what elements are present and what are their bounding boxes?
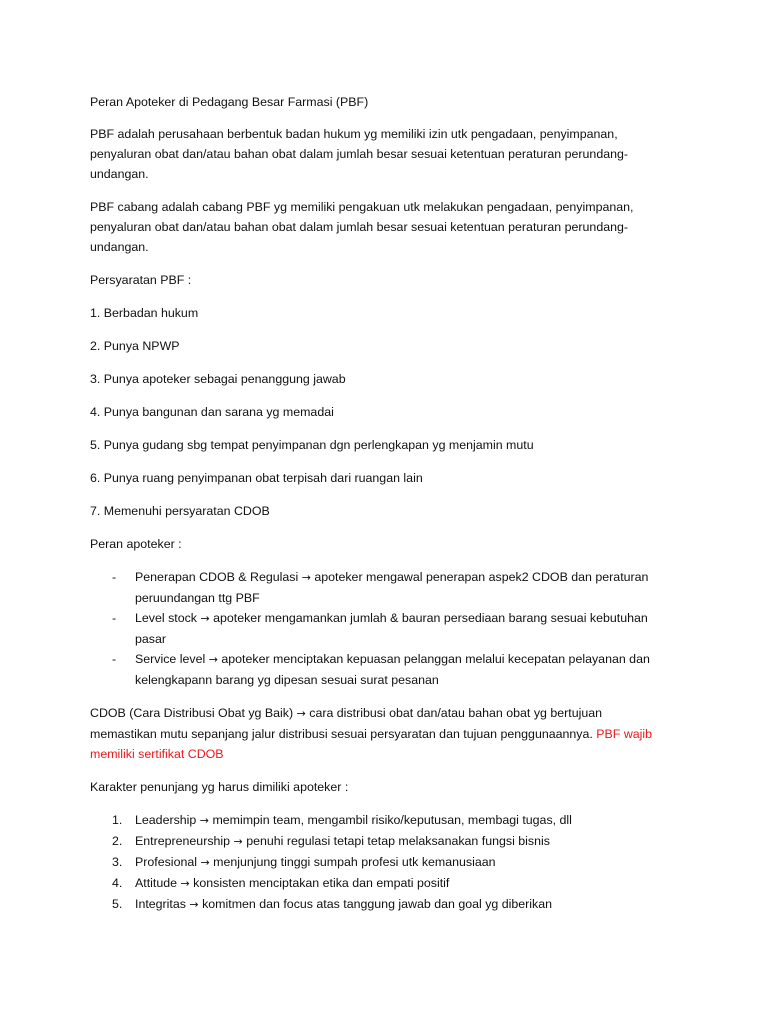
arrow-icon: → [199,814,209,827]
trait-item [90,810,670,831]
role-term: Service level [135,652,206,666]
arrow-icon: → [208,653,218,666]
trait-number: 1. [112,813,123,827]
requirement-item: 5. Punya gudang sbg tempat penyimpanan dgn perlengkapan yg menjamin mutu [90,438,534,452]
dash-bullet: - [112,652,117,666]
cdob-highlight: PBF wajib memiliki sertifikat CDOB [90,727,653,761]
trait-number: 2. [112,834,123,848]
trait-term: Profesional [135,855,197,869]
trait-desc: memimpin team, mengambil risiko/keputusan, membagi tugas, dll [212,813,572,827]
trait-term: Leadership [135,813,197,827]
roles-heading: Peran apoteker : [90,537,182,551]
trait-item [90,852,670,873]
role-item [90,567,670,608]
trait-desc: komitmen dan focus atas tanggung jawab dan goal yg diberikan [202,897,553,911]
requirements-heading: Persyaratan PBF : [90,273,192,287]
arrow-icon: → [301,571,311,584]
cdob-term: CDOB (Cara Distribusi Obat yg Baik) [90,706,294,720]
trait-term: Entrepreneurship [135,834,231,848]
role-desc: apoteker mengawal penerapan aspek2 CDOB dan peraturan peruundangan ttg PBF [135,570,649,605]
arrow-icon: → [180,877,190,890]
trait-item [90,831,670,852]
document-title: Peran Apoteker di Pedagang Besar Farmasi (PBF) [90,95,369,109]
role-term: Penerapan CDOB & Regulasi [135,570,299,584]
trait-term: Attitude [135,876,178,890]
roles-list [90,567,670,690]
trait-desc: penuhi regulasi tetapi tetap melaksanakan fungsi bisnis [246,834,550,848]
trait-desc: menjunjung tinggi sumpah profesi utk kemanusiaan [213,855,496,869]
document-body [90,92,670,915]
arrow-icon: → [233,835,243,848]
arrow-icon: → [296,707,306,720]
traits-heading: Karakter penunjang yg harus dimiliki apoteker : [90,780,349,794]
trait-item [90,894,670,915]
traits-list [90,810,670,915]
role-desc: apoteker menciptakan kepuasan pelanggan melalui kecepatan pelayanan dan kelengkapann barang yg dipesan sesuai surat pesanan [135,652,650,687]
role-term: Level stock [135,611,197,625]
requirement-item: 7. Memenuhi persyaratan CDOB [90,504,270,518]
trait-item [90,873,670,894]
trait-number: 3. [112,855,123,869]
cdob-desc: cara distribusi obat dan/atau bahan obat yg bertujuan memastikan mutu sepanjang jalur distribusi sesuai persyaratan dan tujuan penggunaannya. [90,706,603,741]
requirement-item: 3. Punya apoteker sebagai penanggung jawab [90,372,346,386]
pbf-definition-paragraph: PBF adalah perusahaan berbentuk badan hukum yg memiliki izin utk pengadaan, penyimpanan, penyaluran obat dan/atau bahan obat dalam jumlah besar sesuai ketentuan peraturan perundang-undangan. [90,127,629,181]
requirement-item: 4. Punya bangunan dan sarana yg memadai [90,405,334,419]
trait-number: 5. [112,897,123,911]
arrow-icon: → [200,856,210,869]
trait-term: Integritas [135,897,186,911]
pbf-cabang-paragraph: PBF cabang adalah cabang PBF yg memiliki pengakuan utk melakukan pengadaan, penyimpanan, penyaluran obat dan/atau bahan obat dalam jumlah besar sesuai ketentuan peraturan perundang-undangan. [90,200,634,254]
cdob-paragraph [90,703,670,764]
requirement-item: 1. Berbadan hukum [90,306,199,320]
requirement-item: 2. Punya NPWP [90,339,180,353]
trait-number: 4. [112,876,123,890]
dash-bullet: - [112,570,117,584]
role-item [90,649,670,690]
trait-desc: konsisten menciptakan etika dan empati positif [193,876,450,890]
role-item [90,608,670,649]
arrow-icon: → [189,898,199,911]
role-desc: apoteker mengamankan jumlah & bauran persediaan barang sesuai kebutuhan pasar [135,611,648,646]
dash-bullet: - [112,611,117,625]
arrow-icon: → [200,612,210,625]
requirement-item: 6. Punya ruang penyimpanan obat terpisah dari ruangan lain [90,471,423,485]
